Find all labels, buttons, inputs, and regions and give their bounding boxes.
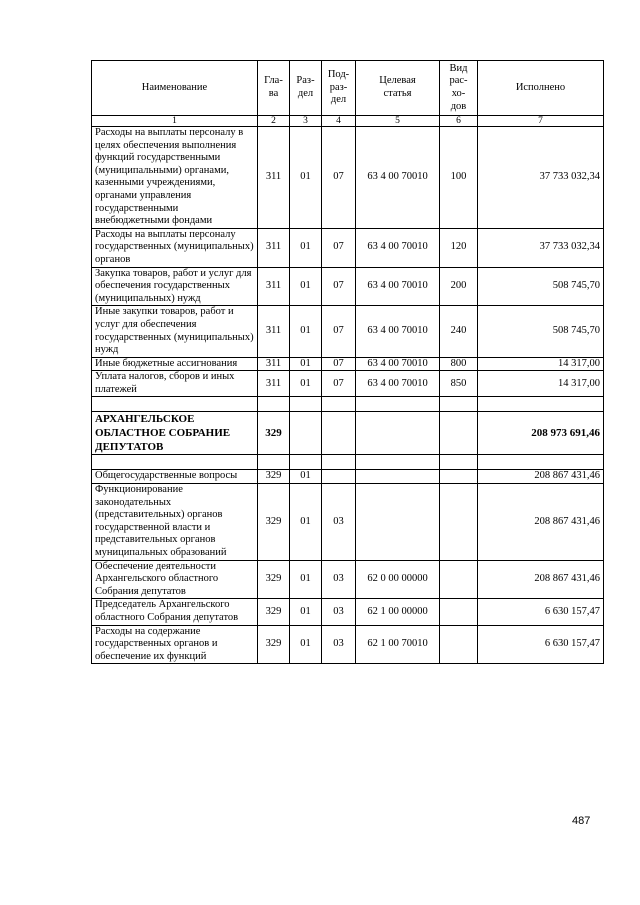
col-index: 7 [478,116,604,127]
row-target [356,412,440,455]
row-glava: 311 [258,228,290,267]
row-target: 63 4 00 70010 [356,306,440,357]
row-razdel: 01 [290,127,322,229]
empty-row [92,455,604,470]
table-row [92,357,604,371]
row-name: Иные закупки товаров, работ и услуг для обеспечения государственных (муниципальных) нужд [92,306,258,357]
row-razdel: 01 [290,371,322,397]
row-name: Расходы на выплаты персоналу государственных (муниципальных) органов [92,228,258,267]
col-index: 5 [356,116,440,127]
row-podrazdel: 07 [322,371,356,397]
col-index: 3 [290,116,322,127]
row-vid: 240 [440,306,478,357]
row-podrazdel: 07 [322,127,356,229]
row-glava: 311 [258,127,290,229]
table-row [92,560,604,599]
page-number: 487 [572,815,591,827]
table-row [92,267,604,306]
table-row [92,371,604,397]
row-glava: 329 [258,560,290,599]
row-glava: 311 [258,267,290,306]
row-glava: 329 [258,412,290,455]
row-razdel: 01 [290,560,322,599]
row-vid: 200 [440,267,478,306]
row-razdel: 01 [290,357,322,371]
row-vid: 800 [440,357,478,371]
col-header-vid: Вид рас- хо- дов [440,61,478,116]
row-razdel: 01 [290,470,322,484]
row-vid: 120 [440,228,478,267]
row-executed: 208 867 431,46 [478,470,604,484]
table-row [92,484,604,561]
table-row-organization [92,412,604,455]
row-podrazdel [322,470,356,484]
row-vid: 100 [440,127,478,229]
row-podrazdel: 07 [322,357,356,371]
row-executed: 508 745,70 [478,306,604,357]
row-executed: 37 733 032,34 [478,228,604,267]
row-glava: 311 [258,371,290,397]
row-executed: 208 867 431,46 [478,484,604,561]
row-executed: 14 317,00 [478,371,604,397]
col-header-name: Наименование [92,61,258,116]
row-name: АРХАНГЕЛЬСКОЕ ОБЛАСТНОЕ СОБРАНИЕ ДЕПУТАТОВ [92,412,258,455]
row-glava: 329 [258,470,290,484]
header-row [92,61,604,116]
row-target [356,470,440,484]
row-podrazdel: 07 [322,228,356,267]
row-razdel: 01 [290,228,322,267]
table-row [92,470,604,484]
row-vid [440,625,478,664]
col-header-executed: Исполнено [478,61,604,116]
row-name: Общегосударственные вопросы [92,470,258,484]
row-vid [440,560,478,599]
table-row [92,625,604,664]
row-name: Расходы на выплаты персоналу в целях обеспечения выполнения функций государственными (муниципальными) органами, казенными учреждениями, органами управления государственными внебюджетными фондами [92,127,258,229]
row-name: Обеспечение деятельности Архангельского областного Собрания депутатов [92,560,258,599]
table-row [92,127,604,229]
row-target: 62 1 00 70010 [356,625,440,664]
row-razdel: 01 [290,599,322,625]
row-target: 63 4 00 70010 [356,371,440,397]
row-vid [440,484,478,561]
row-name: Уплата налогов, сборов и иных платежей [92,371,258,397]
row-executed: 508 745,70 [478,267,604,306]
col-index: 1 [92,116,258,127]
row-podrazdel: 07 [322,306,356,357]
col-header-glava: Гла- ва [258,61,290,116]
row-vid: 850 [440,371,478,397]
col-index: 4 [322,116,356,127]
row-executed: 37 733 032,34 [478,127,604,229]
row-razdel: 01 [290,306,322,357]
row-glava: 311 [258,306,290,357]
row-target: 62 0 00 00000 [356,560,440,599]
row-podrazdel: 03 [322,599,356,625]
col-header-target: Целевая статья [356,61,440,116]
row-executed: 6 630 157,47 [478,625,604,664]
row-podrazdel: 07 [322,267,356,306]
row-razdel [290,412,322,455]
col-header-razdel: Раз- дел [290,61,322,116]
row-name: Председатель Архангельского областного Собрания депутатов [92,599,258,625]
col-header-podrazdel: Под- раз- дел [322,61,356,116]
row-glava: 329 [258,599,290,625]
row-name: Закупка товаров, работ и услуг для обеспечения государственных (муниципальных) нужд [92,267,258,306]
row-podrazdel: 03 [322,625,356,664]
col-index: 2 [258,116,290,127]
row-vid [440,412,478,455]
row-target: 63 4 00 70010 [356,127,440,229]
row-executed: 208 973 691,46 [478,412,604,455]
row-name: Иные бюджетные ассигнования [92,357,258,371]
row-vid [440,599,478,625]
row-podrazdel: 03 [322,484,356,561]
row-target: 62 1 00 00000 [356,599,440,625]
row-target: 63 4 00 70010 [356,357,440,371]
row-target [356,484,440,561]
row-name: Функционирование законодательных (представительных) органов государственной власти и представительных органов муниципальных образований [92,484,258,561]
row-name: Расходы на содержание государственных органов и обеспечение их функций [92,625,258,664]
row-podrazdel [322,412,356,455]
row-glava: 329 [258,625,290,664]
table-row [92,599,604,625]
row-glava: 329 [258,484,290,561]
row-executed: 6 630 157,47 [478,599,604,625]
row-vid [440,470,478,484]
table-row [92,306,604,357]
row-razdel: 01 [290,484,322,561]
row-target: 63 4 00 70010 [356,267,440,306]
row-executed: 14 317,00 [478,357,604,371]
row-razdel: 01 [290,267,322,306]
col-index: 6 [440,116,478,127]
budget-table [91,60,604,664]
table-row [92,228,604,267]
row-glava: 311 [258,357,290,371]
row-razdel: 01 [290,625,322,664]
column-index-row [92,116,604,127]
empty-row [92,397,604,412]
row-target: 63 4 00 70010 [356,228,440,267]
row-executed: 208 867 431,46 [478,560,604,599]
row-podrazdel: 03 [322,560,356,599]
